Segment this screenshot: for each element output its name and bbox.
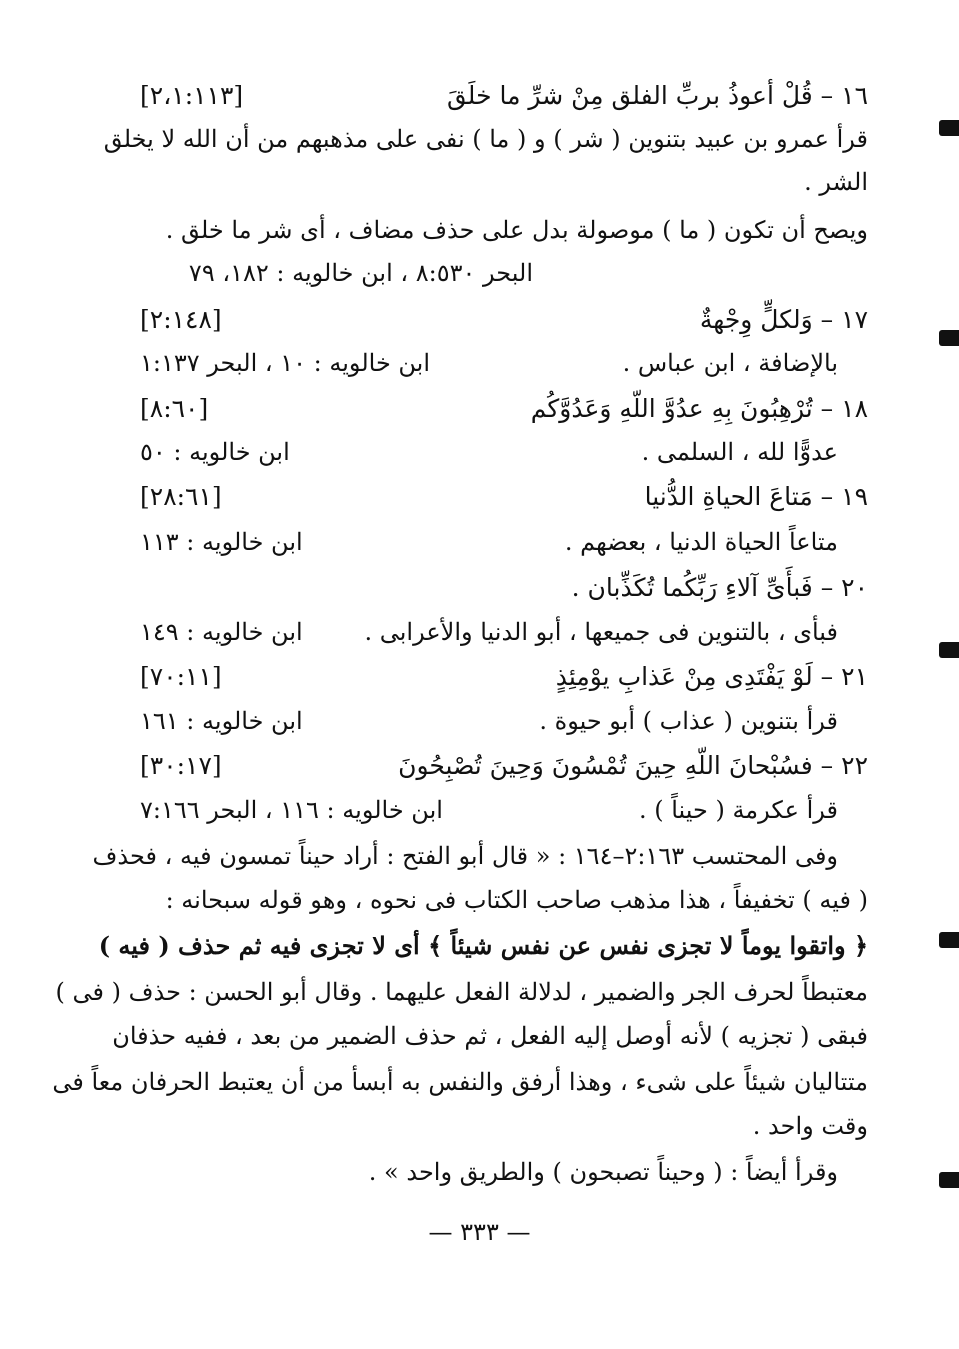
line-text: وفى المحتسب ٢:١٦٣–١٦٤ : « قال أبو الفتح : أراد حيناً تمسون فيه ، فحذف xyxy=(92,842,838,870)
verse-reference: [٢٨:٦١] xyxy=(140,482,222,511)
verse-reference: [٣٠:١٧] xyxy=(140,751,222,780)
text-line xyxy=(52,1062,868,1102)
entry-18-heading xyxy=(140,389,868,429)
reading-text: متاعاً الحياة الدنيا ، بعضهم . xyxy=(564,528,838,556)
margin-mark xyxy=(939,642,959,658)
source-citation: ابن خالويه : ١٠ ، البحر ١:١٣٧ xyxy=(140,349,431,377)
line-text: وقت واحد . xyxy=(752,1112,868,1140)
text-line xyxy=(98,926,868,966)
margin-mark xyxy=(939,330,959,346)
verse-reference: [٧٠:١١] xyxy=(140,662,222,691)
line-text: ( فيه ) تخفيفاً ، هذا مذهب صاحب الكتاب فى نحوه ، وهو قوله سبحانه : xyxy=(165,886,868,914)
entry-verse: ٢٠ – فَبأَىِّ آلاءِ رَبِّكُما تُكَذِّبان . xyxy=(571,573,868,602)
reading-text: قرأ بتنوين ( عذاب ) أبو حيوة . xyxy=(539,707,838,735)
verse-reference: [٢:١٤٨] xyxy=(140,305,222,334)
entry-19-heading xyxy=(140,477,868,517)
entry-21-heading xyxy=(140,657,868,697)
source-line xyxy=(140,253,868,293)
text-line xyxy=(92,836,868,876)
source-citation: البحر ٨:٥٣٠ ، ابن خالويه : ١٨٢، ٧٩ xyxy=(188,259,533,287)
text-line xyxy=(140,162,868,202)
line-text: ﴿ واتقوا يوماً لا تجزى نفس عن نفس شيئاً ﴾ أى لا تجزى فيه ثم حذف ( فيه ) xyxy=(98,931,868,960)
line-text: وقرأ أيضاً : ( وحيناً تصبحون ) والطريق واحد » . xyxy=(368,1158,838,1186)
verse-reference: [٢،١:١١٣] xyxy=(140,81,244,110)
entry-verse: ١٧ – وَلكلٍّ وِجْهةٌ xyxy=(699,305,868,334)
reading-line xyxy=(140,432,868,472)
text-line xyxy=(140,210,868,250)
reading-text: بالإضافة ، ابن عباس . xyxy=(622,349,838,377)
reading-line xyxy=(140,343,868,383)
reading-line xyxy=(140,522,868,562)
reading-text: عدوًّا لله ، السلمى . xyxy=(641,438,838,466)
page-number: — ٣٣٣ — xyxy=(428,1218,531,1246)
entry-20-heading xyxy=(140,568,868,608)
text-line xyxy=(112,1016,868,1056)
text-line xyxy=(55,972,868,1012)
entry-verse: ٢١ – لَوْ يَفْتَدِى مِنْ عَذابِ يوْمِئِذٍ xyxy=(555,662,868,691)
source-citation: ابن خالويه : ١٦١ xyxy=(140,707,303,735)
verse-reference: [٨:٦٠] xyxy=(140,394,209,423)
source-citation: ابن خالويه : ١١٣ xyxy=(140,528,303,556)
entry-22-heading xyxy=(140,746,868,786)
line-text: قرأ عمرو بن عبيد بتنوين ( شر ) و ( ما ) نفى على مذهبهم من أن الله لا يخلق xyxy=(103,125,868,153)
text-line xyxy=(140,1152,868,1192)
text-line xyxy=(103,119,868,159)
margin-mark xyxy=(939,120,959,136)
text-line xyxy=(140,1106,868,1146)
margin-mark xyxy=(939,1172,959,1188)
entry-16-heading xyxy=(140,76,868,116)
entry-verse: ١٩ – مَتاعَ الحياةِ الدُّنيا xyxy=(644,482,868,511)
line-text: فبقى ( تجزيه ) لأنه أوصل إليه الفعل ، ثم حذف الضمير من بعد ، ففيه حذفان xyxy=(112,1022,868,1050)
line-text: الشر . xyxy=(804,168,868,196)
entry-verse: ٢٢ – فسُبْحانَ اللّهِ حِينَ تُمْسُونَ وَحِينَ تُصْبِحُونَ xyxy=(398,751,868,780)
reading-line xyxy=(140,612,868,652)
source-citation: ابن خالويه : ١٤٩ xyxy=(140,618,303,646)
source-citation: ابن خالويه : ٥٠ xyxy=(140,438,290,466)
reading-line xyxy=(140,701,868,741)
reading-text: فبأى ، بالتنوين فى جميعها ، أبو الدنيا والأعرابى . xyxy=(364,618,838,646)
reading-text: قرأ عكرمة ( حيناً ) . xyxy=(638,796,838,824)
margin-mark xyxy=(939,932,959,948)
entry-verse: ١٦ – قُلْ أعوذُ بربِّ الفلق مِنْ شرِّ ما خلَقَ xyxy=(446,81,868,110)
reading-line xyxy=(140,790,868,830)
text-line xyxy=(140,880,868,920)
entry-17-heading xyxy=(140,300,868,340)
line-text: ويصح أن تكون ( ما ) موصولة بدل على حذف مضاف ، أى شر ما خلق . xyxy=(165,216,868,244)
line-text: متتاليان شيئاً على شىء ، وهذا أرفق والنفس به أبسأ من أن يعتبط الحرفان معاً فى xyxy=(52,1068,868,1096)
entry-verse: ١٨ – تُرْهِبُونَ بِهِ عدُوَّ اللّهِ وَعَدُوَّكُم xyxy=(530,394,868,423)
source-citation: ابن خالويه : ١١٦ ، البحر ٧:١٦٦ xyxy=(140,796,443,824)
line-text: معتبطاً لحرف الجر والضمير ، لدلالة الفعل عليهما . وقال أبو الحسن : حذف ( فى ) xyxy=(55,978,868,1006)
